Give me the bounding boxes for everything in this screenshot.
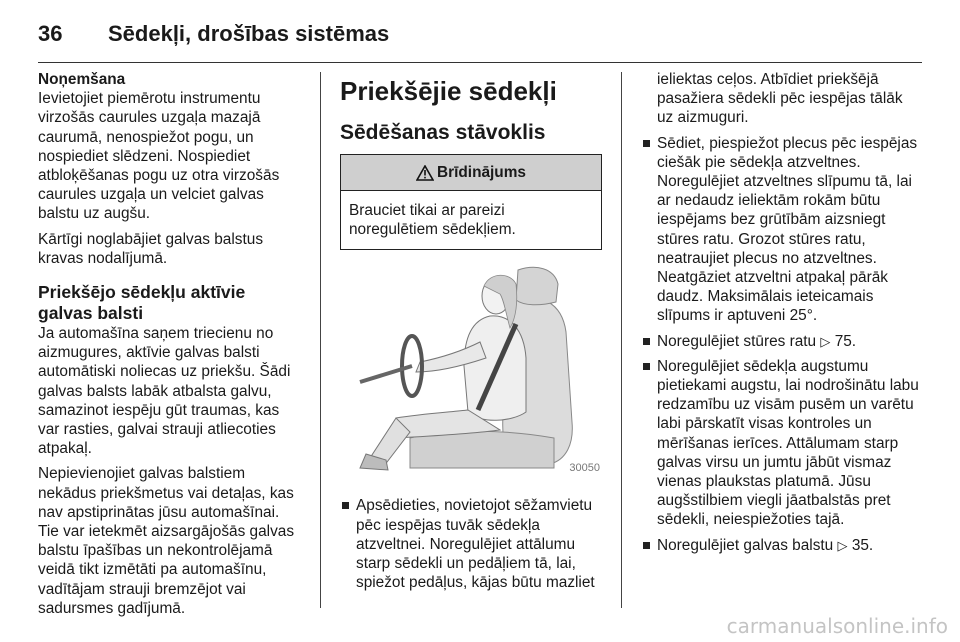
removal-paragraph-2: Kārtīgi noglabājiet galvas balstus kravas nodalījumā. bbox=[38, 230, 264, 267]
page-reference-link[interactable]: 35. bbox=[851, 536, 874, 554]
square-bullet-icon bbox=[342, 502, 349, 509]
column-divider-2 bbox=[621, 72, 622, 608]
running-title: Sēdekļi, drošības sistēmas bbox=[108, 21, 390, 46]
list-item bbox=[641, 357, 923, 530]
active-head-restraints-heading: Priekšējo sēdekļu aktīvie galvas balsti bbox=[38, 282, 246, 324]
column-divider-1 bbox=[320, 72, 321, 608]
warning-box bbox=[340, 154, 602, 250]
bullet-text: Sēdiet, piespiežot plecus pēc iespējas ciešāk pie sēdekļa atzveltnes. Noregulējiet atzveltnes slīpumu tā, lai ar nedaudz ieliektām rokām būtu iespējams bez grūtībām aizsniegt stūres ratu. Grozot stūres ratu, neatraujiet plecus no atzveltnes. Neatgāziet atzveltni atpakaļ pārāk daudz. Maksimālais ieteicamais slīpums ir aptuveni 25°. bbox=[657, 134, 918, 325]
seating-position-illustration bbox=[340, 262, 602, 480]
main-heading: Priekšējie sēdekļi bbox=[340, 76, 557, 106]
list-item bbox=[641, 332, 923, 351]
cross-reference-triangle-icon: ▷ bbox=[820, 333, 831, 349]
figure-code: 30050 bbox=[569, 462, 600, 475]
warning-triangle-icon bbox=[416, 165, 434, 181]
bullet-continuation: ieliektas ceļos. Atbīdiet priekšējā pasažiera sēdekli pēc iespējas tālāk uz aizmuguri. bbox=[657, 71, 903, 127]
sub-heading: Sēdēšanas stāvoklis bbox=[340, 121, 546, 144]
active-paragraph-2: Nepievienojiet galvas balstiem nekādus priekšmetus vai detaļas, kas nav apstiprinātas jūsu automašīnai. Tie var ietekmēt aizsargājošās galvas balstu īpašības un nekontrolējamā veidā tikt izmētāti pa automašīnu, vadītājam strauji bremzējot vai sadursmes gadījumā. bbox=[38, 465, 295, 617]
header-divider bbox=[38, 62, 922, 63]
list-item bbox=[641, 536, 923, 555]
removal-heading: Noņemšana bbox=[38, 71, 126, 88]
column-left bbox=[38, 70, 300, 624]
warning-header bbox=[341, 155, 601, 191]
list-item bbox=[340, 496, 602, 592]
driver-seat-drawing bbox=[340, 262, 602, 480]
column-right bbox=[641, 70, 923, 561]
bullet-text: Noregulējiet stūres ratu bbox=[657, 332, 817, 350]
page-reference-link[interactable]: 75. bbox=[834, 332, 857, 350]
watermark: carmanualsonline.info bbox=[726, 614, 948, 638]
square-bullet-icon bbox=[643, 363, 650, 370]
warning-text: Brauciet tikai ar pareizi noregulētiem sēdekļiem. bbox=[349, 202, 516, 239]
square-bullet-icon bbox=[643, 542, 650, 549]
active-paragraph-1: Ja automašīna saņem triecienu no aizmugures, aktīvie galvas balsti automātiski noliecas uz priekšu. Šādi galvas balsts labāk atbalsta galvu, samazinot iespēju gūt traumas, kas var rasties, galvai strauji atliecoties atpakaļ. bbox=[38, 325, 291, 458]
bullet-text: Noregulējiet sēdekļa augstumu pietiekami augstu, lai nodrošinātu labu redzamību uz visām pusēm un varētu labi pārskatīt visas kontroles un mērīšanas ierīces. Attālumam starp galvas virsu un jumtu jābūt vismaz vienas plaukstas platumā. Jūsu augšstilbiem viegli jāatbalstās pret sēdekli, neiespiežoties tajā. bbox=[657, 357, 919, 529]
column-middle bbox=[340, 70, 602, 598]
list-item bbox=[641, 134, 923, 326]
removal-paragraph-1: Ievietojiet piemērotu instrumentu virzošās caurules uzgaļa mazajā caurumā, nenospiežot pogu, un nospiediet slēdzeni. Nospiediet atbloķēšanas pogu uz otra virzošās caurules uzgaļa un velciet galvas balstu uz augšu. bbox=[38, 90, 280, 223]
bullet-text: Noregulējiet galvas balstu bbox=[657, 536, 834, 554]
square-bullet-icon bbox=[643, 338, 650, 345]
square-bullet-icon bbox=[643, 140, 650, 147]
warning-label: Brīdinājums bbox=[437, 163, 526, 181]
cross-reference-triangle-icon: ▷ bbox=[837, 537, 848, 553]
bullet-text: Apsēdieties, novietojot sēžamvietu pēc iespējas tuvāk sēdekļa atzveltnei. Noregulējiet attālumu starp sēdekli un pedāļiem tā, lai, spiežot pedāļus, kājas būtu mazliet bbox=[356, 497, 595, 592]
page-number: 36 bbox=[38, 21, 63, 46]
page-header bbox=[38, 14, 389, 54]
